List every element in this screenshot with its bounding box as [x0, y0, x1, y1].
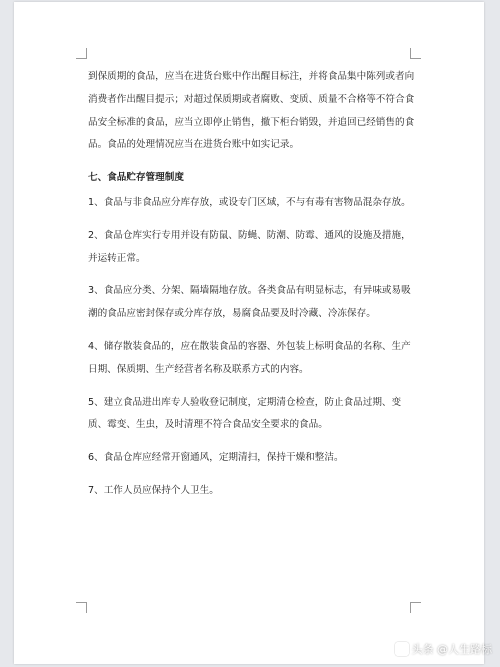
page-corner-mark-top-right [410, 48, 421, 59]
list-item-2: 2、食品仓库实行专用并设有防鼠、防蝇、防潮、防霉、通风的设施及措施，并运转正常。 [88, 229, 411, 264]
document-page [14, 2, 484, 664]
camera-icon [395, 642, 409, 656]
page-corner-mark-top-left [76, 48, 87, 59]
list-item-1: 1、食品与非食品应分库存放，或设专门区域，不与有毒有害物品混杂存放。 [88, 196, 411, 208]
document-body [88, 66, 418, 513]
list-item-3: 3、食品应分类、分架、隔墙隔地存放。各类食品有明显标志，有异味或易吸潮的食品应密封保存或分库存放，易腐食品要及时冷藏、冷冻保存。 [88, 285, 411, 320]
list-item-5: 5、建立食品进出库专人验收登记制度，定期清仓检查，防止食品过期、变质、霉变、生虫，及时清理不符合食品安全要求的食品。 [88, 396, 402, 431]
list-item-6: 6、食品仓库应经常开窗通风，定期清扫，保持干燥和整洁。 [88, 452, 344, 464]
list-item-7: 7、工作人员应保持个人卫生。 [88, 484, 219, 496]
page-corner-mark-bottom-left [76, 602, 87, 613]
page-corner-mark-bottom-right [410, 602, 421, 613]
paragraph-intro: 到保质期的食品，应当在进货台账中作出醒目标注，并将食品集中陈列或者向消费者作出醒目提示；对超过保质期或者腐败、变质、质量不合格等不符合食品安全标准的食品，应当立即停止销售，撤下柜台销毁，并追回已经销售的食品。食品的处理情况应当在进货台账中如实记录。 [88, 71, 415, 151]
list-item-4: 4、储存散装食品的，应在散装食品的容器、外包装上标明食品的名称、生产日期、保质期、生产经营者名称及联系方式的内容。 [88, 340, 411, 375]
section-heading: 七、食品贮存管理制度 [88, 172, 184, 184]
watermark-text: 头条 @人生路标 [411, 643, 492, 656]
watermark [395, 641, 493, 657]
